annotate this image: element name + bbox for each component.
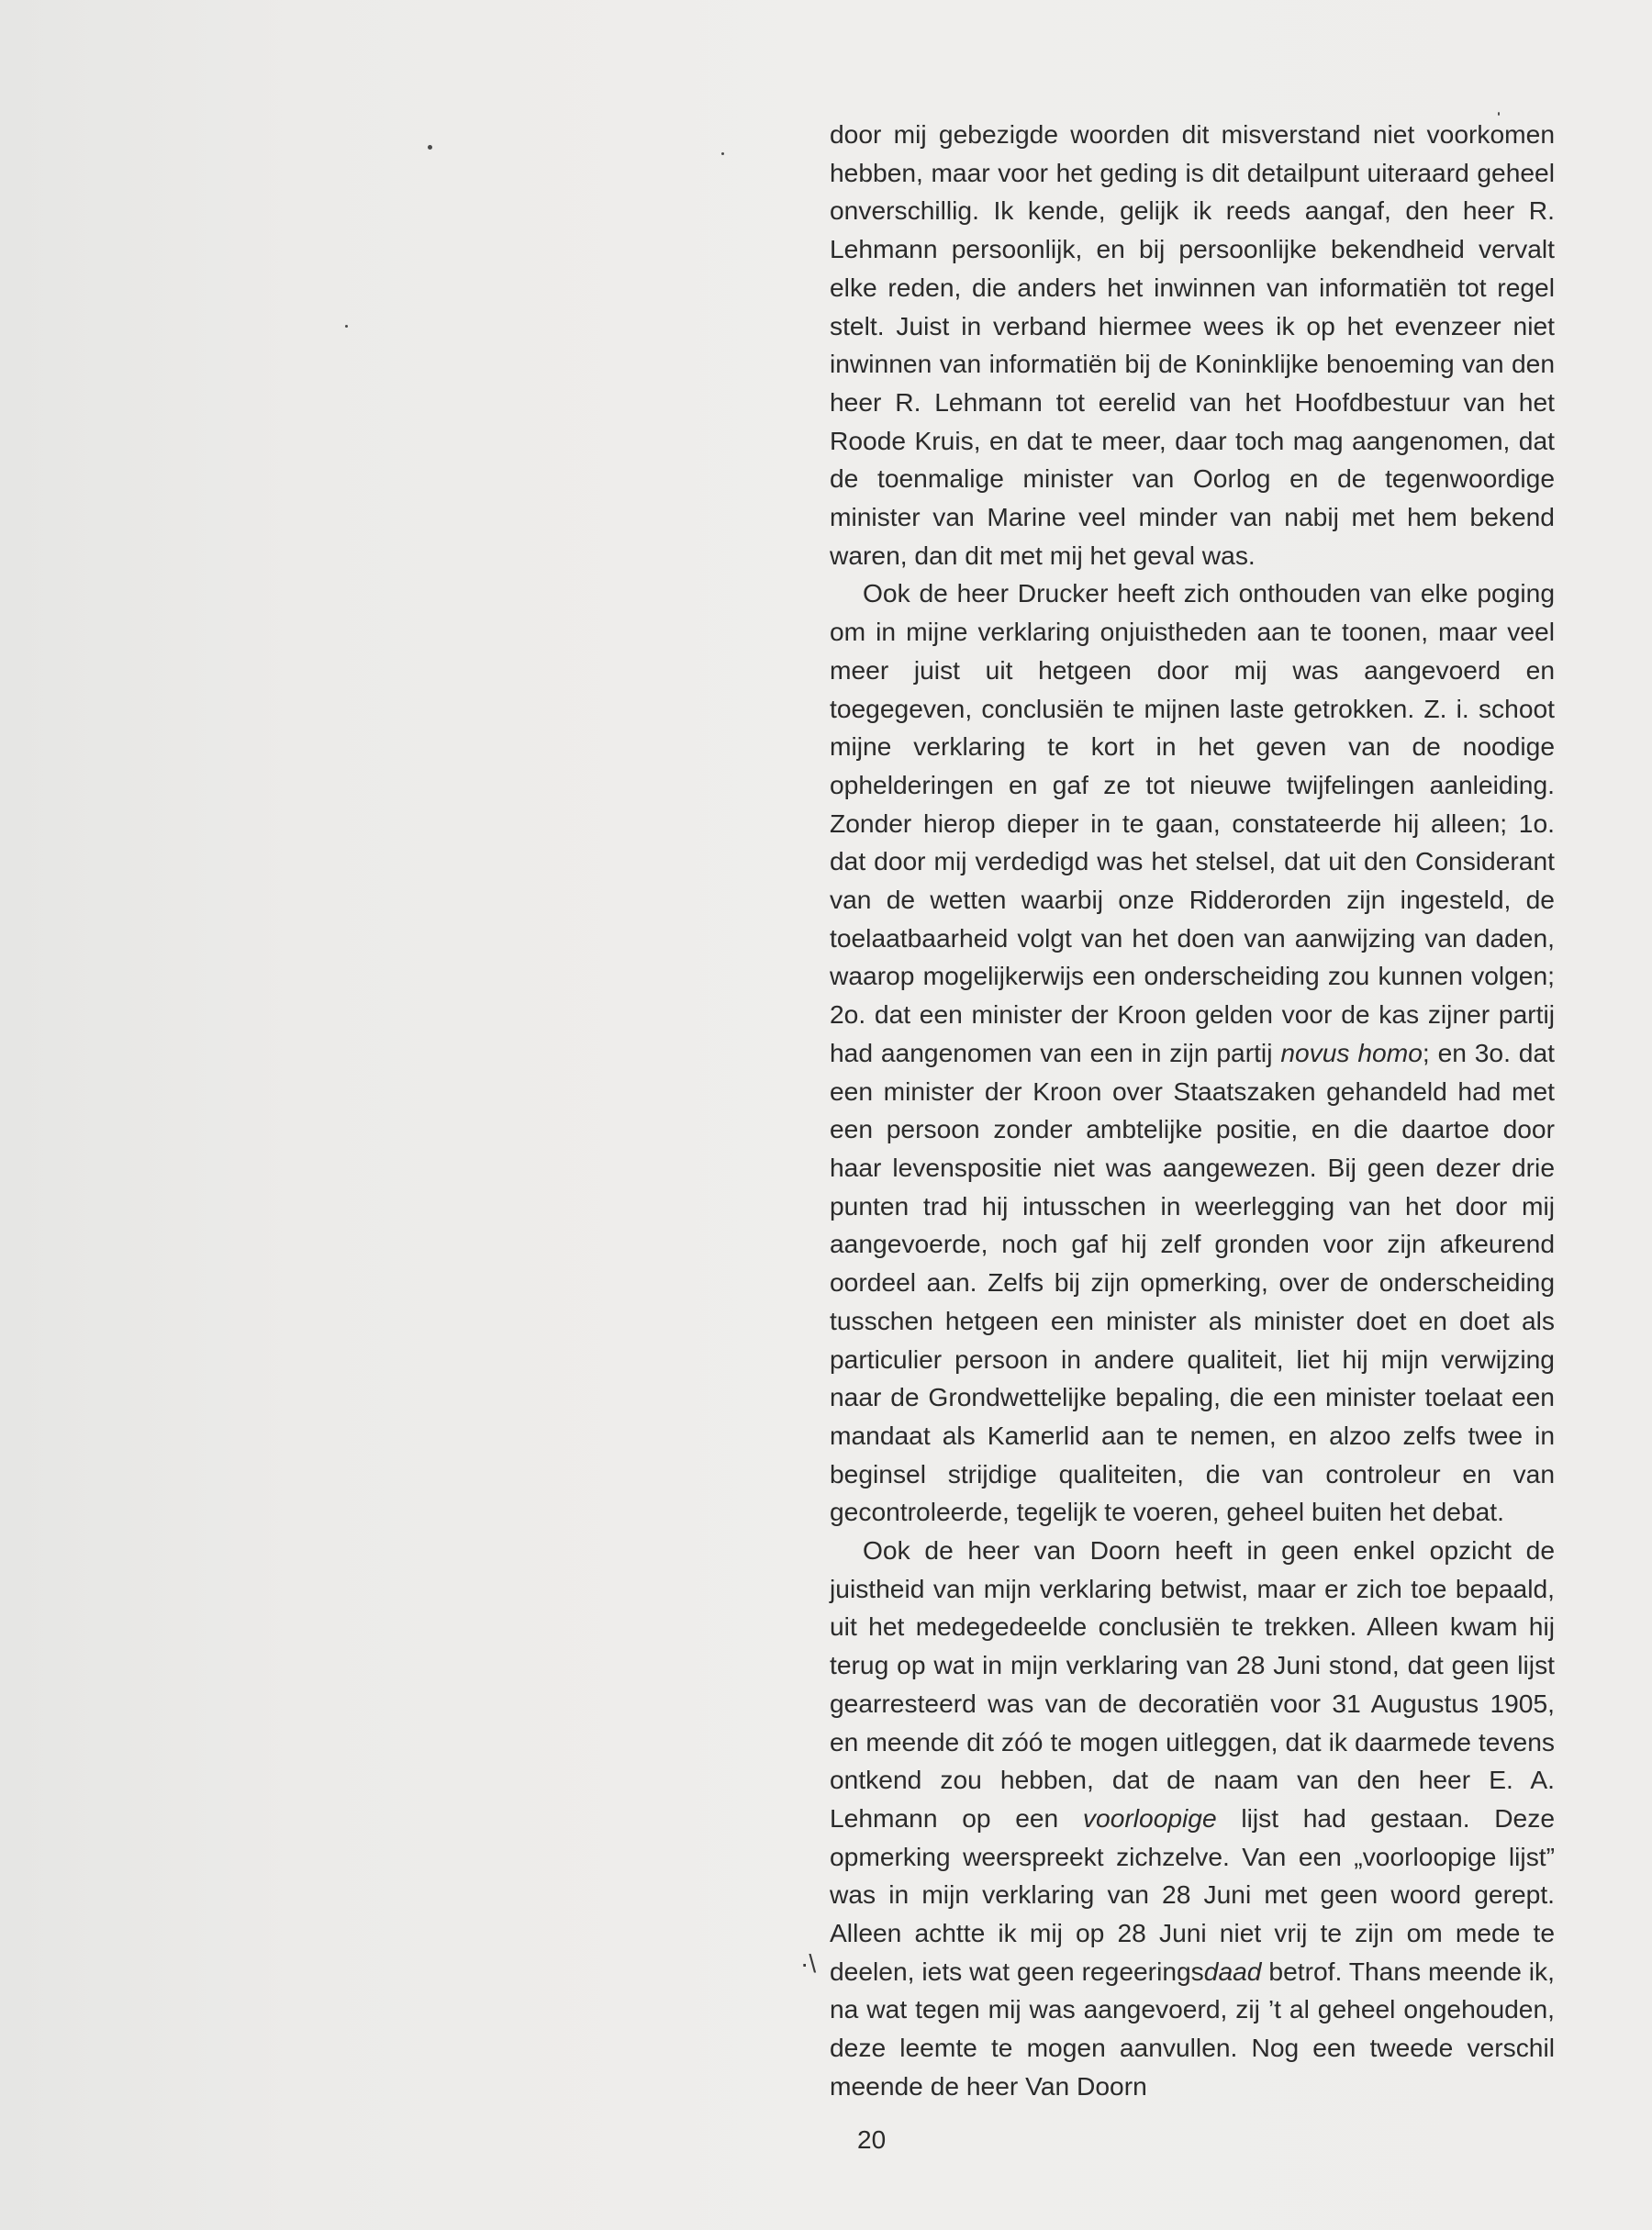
paragraph [830, 1532, 1555, 2106]
italic-phrase: novus homo [1280, 1037, 1423, 1067]
paragraph-text: ; en 3o. dat een minister der Kroon over Staatszaken gehandeld had met een persoon zonder ambtelijke positie, en die daartoe door haar levenspositie niet was aangewezen. Bij geen dezer drie punten trad hij intusschen in weerlegging van het door mij aangevoerde, noch gaf hij zelf gronden voor zijn afkeurend oordeel aan. Zelfs bij zijn opmerking, over de onderscheiding tusschen hetgeen een minister als minister doet en doet als particulier persoon in andere qualiteit, liet hij mijn verwijzing naar de Grondwettelijke bepaling, die een minister toelaat een mandaat als Kamerlid aan te nemen, en alzoo zelfs twee in beginsel strijdige qualiteiten, die van controleur en van gecontroleerde, tegelijk te voeren, geheel buiten het debat. [830, 1037, 1555, 1527]
paragraph [830, 574, 1555, 1532]
italic-phrase: daad [1203, 1956, 1262, 1986]
paragraph-text: Ook de heer Drucker heeft zich onthouden van elke poging om in mijne verklaring onjuistheden aan te toonen, maar veel meer juist uit hetgeen door mij was aangevoerd en toegegeven, conclusiën te mijnen laste getrokken. Z. i. schoot mijne verklaring te kort in het geven van de noodige ophelderingen en gaf ze tot nieuwe twijfelingen aanleiding. Zonder hierop dieper in te gaan, constateerde hij alleen; 1o. dat door mij verdedigd was het stelsel, dat uit den Considerant van de wetten waarbij onze Ridderorden zijn ingesteld, de toelaatbaarheid volgt van het doen van aanwijzing van daden, waarop mogelijkerwijs een onderscheiding zou kunnen volgen; 2o. dat een minister der Kroon gelden voor de kas zijner partij had aangenomen van een in zijn partij [830, 578, 1555, 1067]
dust-speck [721, 152, 724, 155]
paragraph-text: betrof. Thans meende ik, na wat tegen mij was aangevoerd, zij ’t al geheel ongehouden, deze leemte te mogen aanvullen. Nog een tweede verschil meende de heer Van Doorn [830, 1956, 1555, 2101]
paragraph-text: Ook de heer van Doorn heeft in geen enkel opzicht de juistheid van mijn verklaring betwist, maar er zich toe bepaald, uit het medegedeelde conclusiën te trekken. Alleen kwam hij terug op wat in mijn verklaring van 28 Juni stond, dat geen lijst gearresteerd was van de decoratiën voor 31 Augustus 1905, en meende dit zóó te mogen uitleggen, dat ik daarmede tevens ontkend zou hebben, dat de naam van den heer E. A. Lehmann op een [830, 1535, 1555, 1833]
italic-phrase: voorloopige [1082, 1802, 1217, 1833]
dust-speck [428, 145, 432, 150]
margin-mark: ·\ [800, 1949, 817, 1978]
paragraph-text: lijst had gestaan. Deze opmerking weerspreekt zichzelve. Van een „voorloopige lijst” was in mijn verklaring van 28 Juni met geen woord gerept. Alleen achtte ik mij op 28 Juni niet vrij te zijn om mede te deelen, iets wat geen regeerings [830, 1802, 1555, 1986]
dust-speck [345, 325, 348, 328]
page-number: 20 [857, 2125, 887, 2154]
paragraph-text: door mij gebezigde woorden dit misverstand niet voorkomen hebben, maar voor het geding is dit detailpunt uiteraard geheel onverschillig. Ik kende, gelijk ik reeds aangaf, den heer R. Lehmann persoonlijk, en bij persoonlijke bekendheid vervalt elke reden, die anders het inwinnen van informatiën tot regel stelt. Juist in verband hiermee wees ik op het evenzeer niet inwinnen van informatiën bij de Koninklijke benoeming van den heer R. Lehmann tot eerelid van het Hoofdbestuur van het Roode Kruis, en dat te meer, daar toch mag aangenomen, dat de toenmalige minister van Oorlog en de tegenwoordige minister van Marine veel minder van nabij met hem bekend waren, dan dit met mij het geval was. [830, 119, 1555, 570]
paragraph [830, 116, 1555, 574]
text-column [830, 116, 1555, 2106]
